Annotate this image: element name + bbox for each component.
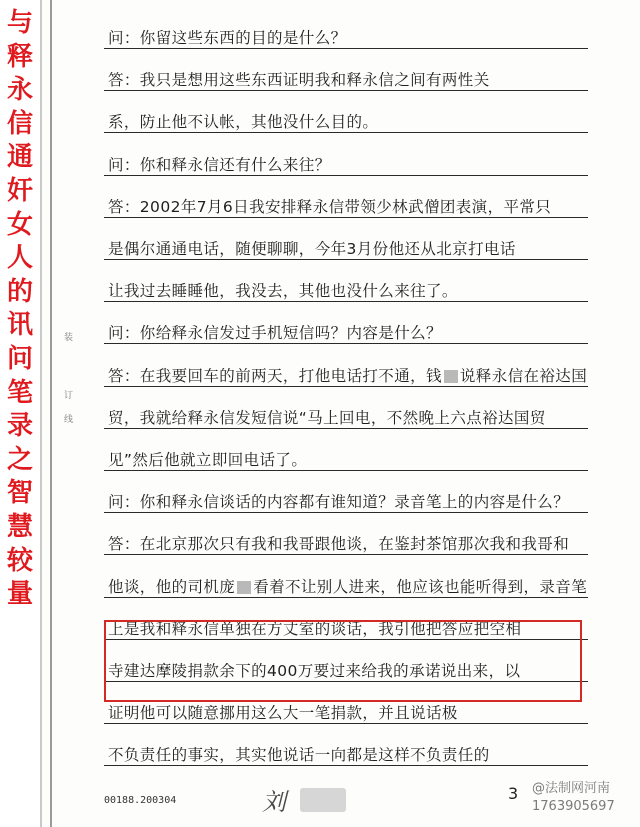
- side-title-char: 女: [6, 209, 33, 240]
- signature-redaction: [300, 788, 346, 812]
- transcript-line: [108, 26, 598, 48]
- binding-mark: 线: [64, 415, 74, 425]
- side-title-char: 信: [6, 108, 33, 139]
- transcript-text: 答：在北京那次只有我和我哥跟他谈，在鉴封茶馆那次我和我哥和: [108, 535, 570, 553]
- transcript-text: 贸，我就给释永信发短信说“马上回电，不然晚上六点裕达国贸: [108, 409, 546, 427]
- side-title-char: 奸: [6, 176, 33, 206]
- ruled-line: [104, 217, 588, 218]
- side-title: [0, 0, 38, 827]
- transcript-text: 问：你和释永信谈话的内容都有谁知道？录音笔上的内容是什么？: [108, 493, 570, 511]
- ruled-line: [104, 386, 588, 387]
- side-title-char: 较: [6, 545, 33, 576]
- page-number: 3: [508, 784, 519, 803]
- ruled-line: [104, 132, 588, 133]
- transcript-text: 不负责任的事实，其实他说话一向都是这样不负责任的: [108, 746, 490, 764]
- watermark-id: 1763905697: [532, 799, 615, 814]
- transcript-text: 寺建达摩陵捐款余下的400万要过来给我的承诺说出来，以: [108, 662, 521, 680]
- transcript-line: [108, 406, 598, 428]
- transcript-text: 问：你和释永信还有什么来往？: [108, 156, 331, 174]
- transcript-text: 看着不让别人进来，他应该也能听得到，录音笔: [253, 578, 588, 596]
- transcript-line: [108, 743, 598, 765]
- transcript-text: 答：在我要回车的前两天，打他电话打不通，钱: [108, 367, 442, 385]
- highlight-box: [104, 620, 582, 702]
- transcript-text: 答：2002年7月6日我安排释永信带领少林武僧团表演，平常只: [108, 198, 552, 216]
- transcript-text: 让我过去睡睡他，我没去，其他也没什么来往了。: [108, 282, 458, 300]
- side-title-char: 释: [6, 41, 33, 72]
- transcript-text: 系，防止他不认帐，其他没什么目的。: [108, 113, 379, 131]
- transcript-text: 证明他可以随意挪用这么大一笔捐款，并且说话极: [108, 704, 458, 722]
- side-title-char: 录: [6, 411, 33, 442]
- footer-code: 00188.200304: [104, 795, 177, 806]
- transcript-line: [108, 279, 598, 301]
- name-redaction: [237, 581, 251, 594]
- transcript-text: 说释永信在裕达国: [459, 367, 588, 385]
- ruled-line: [104, 428, 588, 429]
- transcript-text: 答：我只是想用这些东西证明我和释永信之间有两性关: [108, 71, 490, 89]
- ruled-line: [104, 343, 588, 344]
- ruled-line: [104, 723, 588, 724]
- ruled-line: [104, 90, 588, 91]
- binding-mark: 装: [64, 333, 74, 343]
- side-title-char: 之: [6, 444, 33, 475]
- transcript-text: 上是我和释永信单独在方丈室的谈话，我引他把答应把空相: [108, 620, 522, 638]
- side-title-char: 问: [6, 344, 33, 374]
- transcript-line: [108, 701, 598, 723]
- ruled-line: [104, 512, 588, 513]
- transcript-line: [108, 68, 598, 90]
- signature: 刘: [262, 788, 288, 816]
- ruled-line: [104, 554, 588, 555]
- transcript-line: [108, 575, 598, 597]
- ruled-line: [104, 470, 588, 471]
- watermark: [532, 780, 615, 816]
- watermark-handle: @法制网河南: [532, 781, 611, 796]
- transcript-line: [108, 490, 598, 512]
- side-title-char: 人: [6, 243, 33, 274]
- name-redaction: [444, 370, 458, 383]
- transcript-line: [108, 237, 598, 259]
- ruled-line: [104, 259, 588, 260]
- transcript-text: 是偶尔通通电话，随便聊聊，今年3月份他还从北京打电话: [108, 240, 516, 258]
- ruled-line: [104, 597, 588, 598]
- transcript-line: [108, 321, 598, 343]
- transcript-line: [108, 110, 598, 132]
- side-title-char: 通: [6, 142, 33, 173]
- ruled-line: [104, 175, 588, 176]
- transcript-text: 问：你给释永信发过手机短信吗？内容是什么？: [108, 324, 442, 342]
- side-title-char: 讯: [6, 310, 33, 341]
- binding-line: [50, 0, 52, 827]
- side-title-char: 与: [6, 8, 33, 38]
- transcript-line: [108, 448, 598, 470]
- side-title-char: 永: [6, 75, 33, 106]
- side-title-char: 笔: [6, 377, 33, 408]
- page-edge: [40, 0, 42, 827]
- transcript-line: [108, 364, 598, 386]
- transcript-text: 他谈，他的司机庞: [108, 578, 236, 596]
- transcript-line: [108, 532, 598, 554]
- side-title-char: 量: [6, 579, 33, 610]
- ruled-line: [104, 48, 588, 49]
- side-title-char: 智: [6, 478, 33, 509]
- transcript-line: [108, 195, 598, 217]
- transcript-text: 问：你留这些东西的目的是什么？: [108, 29, 347, 47]
- side-title-char: 的: [6, 276, 33, 307]
- ruled-line: [104, 765, 588, 766]
- transcript-line: [108, 153, 598, 175]
- side-title-char: 慧: [6, 512, 33, 542]
- binding-mark: 订: [64, 391, 74, 401]
- ruled-line: [104, 301, 588, 302]
- transcript-text: 见”然后他就立即回电话了。: [108, 451, 308, 469]
